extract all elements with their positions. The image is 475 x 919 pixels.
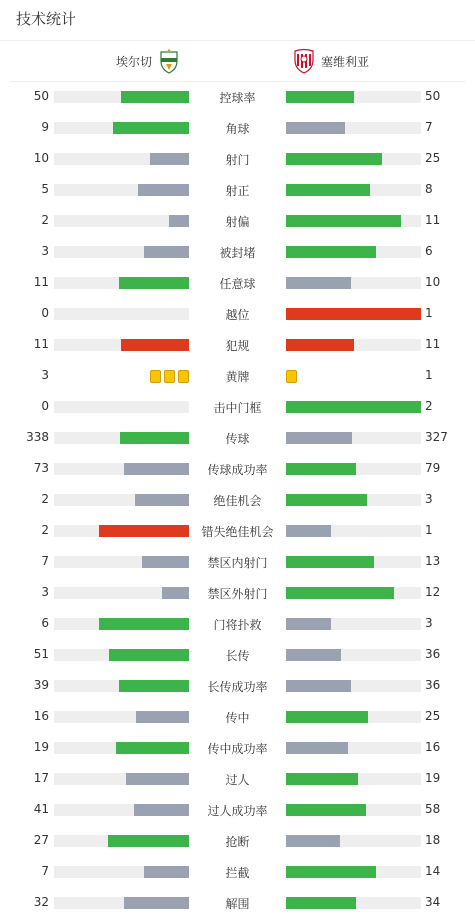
away-bar-track [286, 277, 421, 289]
stat-row [0, 546, 475, 577]
stat-row [0, 763, 475, 794]
home-bar-track [54, 339, 189, 351]
stat-label: 犯规 [225, 339, 250, 353]
stats-list [0, 81, 475, 918]
stat-label: 长传 [225, 649, 250, 663]
home-value: 39 [33, 678, 49, 692]
stat-row [0, 856, 475, 887]
away-bar-fill [286, 401, 421, 413]
stat-row [0, 360, 475, 391]
home-bar-track [54, 432, 189, 444]
stat-label: 长传成功率 [207, 680, 268, 694]
stat-label: 传中成功率 [207, 742, 268, 756]
away-bar-fill [286, 742, 348, 754]
stat-label: 绝佳机会 [213, 494, 262, 508]
yellow-card-icon [164, 370, 175, 383]
home-value: 2 [41, 492, 49, 506]
home-bar-fill [116, 742, 189, 754]
away-bar-track [286, 587, 421, 599]
away-value: 3 [425, 492, 433, 506]
stat-label: 被封堵 [219, 246, 256, 260]
stat-label: 越位 [225, 308, 250, 322]
home-bar-fill [119, 680, 189, 692]
away-bar-fill [286, 897, 356, 909]
away-bar-fill [286, 246, 376, 258]
away-bar-track [286, 432, 421, 444]
away-bar-fill [286, 711, 368, 723]
away-bar-fill [286, 91, 354, 103]
away-value: 50 [425, 89, 441, 103]
home-bar-fill [144, 246, 189, 258]
home-bar-fill [150, 153, 189, 165]
away-team[interactable] [293, 41, 369, 81]
away-bar-fill [286, 215, 401, 227]
home-value: 41 [33, 802, 49, 816]
home-bar-fill [121, 91, 189, 103]
away-bar-track [286, 835, 421, 847]
home-bar-track [54, 835, 189, 847]
away-value: 79 [425, 461, 441, 475]
home-bar-track [54, 215, 189, 227]
stat-label: 解围 [225, 897, 250, 911]
home-value: 3 [41, 368, 49, 382]
away-bar-fill [286, 680, 351, 692]
home-bar-fill [121, 339, 189, 351]
away-bar-fill [286, 122, 345, 134]
home-value: 32 [33, 895, 49, 909]
away-value: 14 [425, 864, 441, 878]
stat-label: 传球成功率 [207, 463, 268, 477]
home-value: 7 [41, 554, 49, 568]
team-header [10, 41, 465, 82]
away-value: 58 [425, 802, 441, 816]
away-value: 11 [425, 337, 441, 351]
away-bar-fill [286, 463, 356, 475]
sevilla-crest-icon [293, 48, 315, 74]
home-value: 6 [41, 616, 49, 630]
away-bar-track [286, 804, 421, 816]
stat-row [0, 825, 475, 856]
stat-label: 击中门框 [213, 401, 262, 415]
away-value: 8 [425, 182, 433, 196]
away-value: 36 [425, 678, 441, 692]
away-bar-fill [286, 835, 340, 847]
home-bar-fill [126, 773, 189, 785]
home-value: 50 [33, 89, 49, 103]
stat-row [0, 484, 475, 515]
away-bar-fill [286, 184, 370, 196]
away-value: 25 [425, 709, 441, 723]
home-bar-track [54, 91, 189, 103]
stat-row [0, 453, 475, 484]
home-value: 3 [41, 244, 49, 258]
home-bar-fill [134, 804, 189, 816]
away-bar-track [286, 215, 421, 227]
away-bar-fill [286, 525, 331, 537]
away-value: 12 [425, 585, 441, 599]
away-bar-fill [286, 587, 394, 599]
stat-label: 错失绝佳机会 [201, 525, 274, 539]
stat-label: 任意球 [219, 277, 256, 291]
away-bar-fill [286, 432, 352, 444]
away-bar-fill [286, 308, 421, 320]
away-value: 34 [425, 895, 441, 909]
home-bar-fill [162, 587, 189, 599]
home-team[interactable] [116, 41, 180, 81]
stat-row [0, 887, 475, 918]
away-bar-track [286, 649, 421, 661]
stat-label: 角球 [225, 122, 250, 136]
away-bar-track [286, 556, 421, 568]
home-bar-fill [120, 432, 189, 444]
home-bar-track [54, 618, 189, 630]
home-value: 17 [33, 771, 49, 785]
stat-label: 射门 [225, 153, 250, 167]
home-bar-fill [99, 525, 189, 537]
home-bar-track [54, 494, 189, 506]
away-value: 1 [425, 306, 433, 320]
stat-row [0, 174, 475, 205]
away-bar-track [286, 773, 421, 785]
away-value: 2 [425, 399, 433, 413]
away-bar-track [286, 680, 421, 692]
stat-label: 控球率 [219, 91, 256, 105]
away-bar-fill [286, 649, 341, 661]
home-value: 10 [33, 151, 49, 165]
home-bar-fill [108, 835, 189, 847]
away-team-name: 塞维利亚 [321, 54, 370, 69]
home-value: 11 [33, 337, 49, 351]
home-bar-track [54, 153, 189, 165]
away-bar-track [286, 897, 421, 909]
home-value: 19 [33, 740, 49, 754]
away-bar-track [286, 463, 421, 475]
home-value: 7 [41, 864, 49, 878]
away-bar-fill [286, 866, 376, 878]
away-value: 3 [425, 616, 433, 630]
home-value: 51 [33, 647, 49, 661]
section-title: 技术统计 [0, 0, 475, 41]
home-value: 73 [33, 461, 49, 475]
home-bar-track [54, 308, 189, 320]
home-team-name: 埃尔切 [115, 54, 152, 69]
home-bar-track [54, 897, 189, 909]
away-bar-fill [286, 277, 351, 289]
stat-row [0, 205, 475, 236]
stat-row [0, 112, 475, 143]
home-value: 16 [33, 709, 49, 723]
stat-row [0, 329, 475, 360]
away-bar-track [286, 494, 421, 506]
stat-label: 拦截 [225, 866, 250, 880]
home-bar-track [54, 773, 189, 785]
away-bar-track [286, 246, 421, 258]
away-value: 1 [425, 523, 433, 537]
away-bar-fill [286, 618, 331, 630]
home-bar-fill [113, 122, 189, 134]
away-value: 6 [425, 244, 433, 258]
home-bar-fill [124, 897, 189, 909]
home-value: 3 [41, 585, 49, 599]
home-bar-track [54, 184, 189, 196]
away-bar-fill [286, 339, 354, 351]
home-value: 9 [41, 120, 49, 134]
stat-label: 射偏 [225, 215, 250, 229]
stat-row [0, 143, 475, 174]
home-yellow-cards [150, 370, 189, 383]
home-bar-track [54, 804, 189, 816]
home-value: 5 [41, 182, 49, 196]
stat-row [0, 298, 475, 329]
stat-row [0, 422, 475, 453]
away-bar-track [286, 91, 421, 103]
away-bar-track [286, 618, 421, 630]
elche-crest-icon [158, 48, 180, 74]
home-bar-track [54, 246, 189, 258]
home-bar-track [54, 649, 189, 661]
home-bar-track [54, 277, 189, 289]
yellow-card-icon [178, 370, 189, 383]
away-bar-track [286, 122, 421, 134]
home-bar-track [54, 587, 189, 599]
home-value: 2 [41, 523, 49, 537]
home-bar-fill [169, 215, 189, 227]
away-value: 16 [425, 740, 441, 754]
yellow-card-icon [150, 370, 161, 383]
home-bar-track [54, 742, 189, 754]
stat-row [0, 639, 475, 670]
home-bar-track [54, 711, 189, 723]
home-bar-fill [119, 277, 189, 289]
home-bar-fill [135, 494, 189, 506]
home-bar-track [54, 122, 189, 134]
away-bar-track [286, 308, 421, 320]
away-bar-track [286, 153, 421, 165]
away-bar-fill [286, 773, 358, 785]
away-bar-track [286, 866, 421, 878]
stat-row [0, 391, 475, 422]
home-bar-fill [136, 711, 189, 723]
home-value: 0 [41, 399, 49, 413]
home-value: 0 [41, 306, 49, 320]
stat-label: 传中 [225, 711, 250, 725]
away-bar-track [286, 401, 421, 413]
away-value: 327 [425, 430, 448, 444]
home-bar-track [54, 866, 189, 878]
away-value: 36 [425, 647, 441, 661]
stat-row [0, 515, 475, 546]
home-bar-track [54, 463, 189, 475]
home-value: 27 [33, 833, 49, 847]
stat-row [0, 670, 475, 701]
stat-label: 禁区内射门 [207, 556, 268, 570]
stat-label: 过人 [225, 773, 250, 787]
stat-row [0, 236, 475, 267]
away-value: 7 [425, 120, 433, 134]
away-bar-fill [286, 804, 366, 816]
away-value: 18 [425, 833, 441, 847]
home-bar-fill [124, 463, 189, 475]
home-bar-fill [144, 866, 189, 878]
away-bar-fill [286, 153, 382, 165]
stat-label: 黄牌 [225, 370, 250, 384]
away-yellow-cards [286, 370, 297, 383]
home-bar-fill [99, 618, 189, 630]
yellow-card-icon [286, 370, 297, 383]
stat-label: 抢断 [225, 835, 250, 849]
stat-label: 过人成功率 [207, 804, 268, 818]
home-bar-track [54, 556, 189, 568]
home-bar-fill [109, 649, 189, 661]
stat-label: 传球 [225, 432, 250, 446]
stat-row [0, 608, 475, 639]
away-bar-track [286, 525, 421, 537]
away-bar-track [286, 711, 421, 723]
away-value: 10 [425, 275, 441, 289]
stat-row [0, 701, 475, 732]
home-bar-fill [138, 184, 189, 196]
away-bar-fill [286, 494, 367, 506]
home-value: 11 [33, 275, 49, 289]
home-value: 338 [26, 430, 49, 444]
stat-row [0, 81, 475, 112]
stat-row [0, 732, 475, 763]
home-bar-track [54, 525, 189, 537]
away-value: 13 [425, 554, 441, 568]
stat-row [0, 577, 475, 608]
stat-label: 禁区外射门 [207, 587, 268, 601]
home-bar-track [54, 401, 189, 413]
away-value: 19 [425, 771, 441, 785]
away-value: 1 [425, 368, 433, 382]
stat-label: 射正 [225, 184, 250, 198]
stat-row [0, 267, 475, 298]
away-bar-fill [286, 556, 374, 568]
away-bar-track [286, 742, 421, 754]
home-bar-track [54, 680, 189, 692]
stat-row [0, 794, 475, 825]
home-bar-fill [142, 556, 189, 568]
away-bar-track [286, 184, 421, 196]
stat-label: 门将扑救 [213, 618, 262, 632]
away-value: 11 [425, 213, 441, 227]
away-bar-track [286, 339, 421, 351]
home-value: 2 [41, 213, 49, 227]
away-value: 25 [425, 151, 441, 165]
